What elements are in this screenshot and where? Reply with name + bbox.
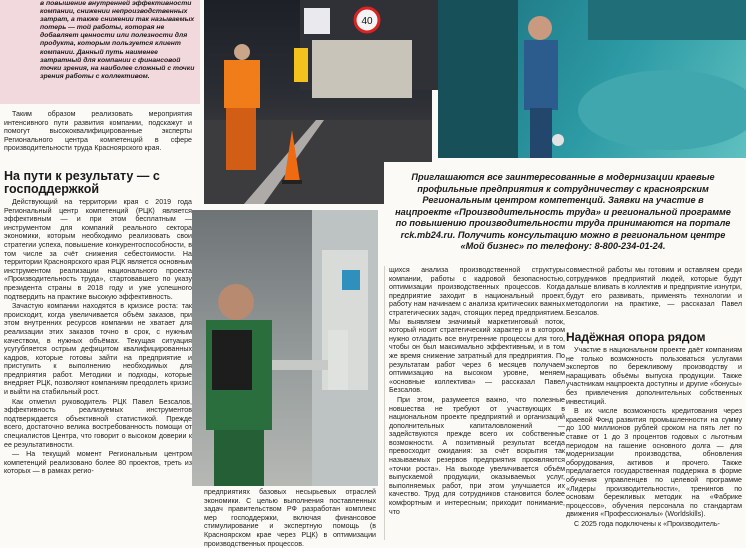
section-heading-support: Надёжная опора рядом: [566, 330, 706, 344]
paragraph: Как отметил руководитель РЦК Павел Безсалов, эффективность реализуемых инструментов подтверждается объективной статистикой. Прежде всего, достаточно велика востребованность помощи от специалистов Центра, что говорит о высоком доверии к ее результативности.: [4, 397, 192, 449]
intro-paragraph: Таким образом реализовать мероприятия интенсивного пути развития компании, подскажут и помогут высококвалифицированные эксперты Регионального центра компетенций в сфере производительности труда Красноярского края.: [4, 110, 192, 153]
paragraph: С 2025 года подключены к «Производитель-: [574, 519, 720, 528]
speed-sign-label: 40: [361, 16, 373, 27]
fish-farm-illustration: [438, 0, 746, 158]
column-four-body: [566, 346, 742, 540]
paragraph: — На текущий момент Региональным центром компетенций реализовано более 80 проектов, треть из которых — в рамках регио-: [4, 450, 192, 476]
paragraph: Зачастую компании находятся в кризисе роста: так происходит, когда увеличивается объём заказов, при этом внутренних ресурсов компании не хватает для реализации этих заказов точно в срок, с нужным качеством, в нужных объёмах. Текущая ситуация усугубляется острым дефицитом квалифицированных кадров, которые готовы зайти на предприятие и приступить к выполнению необходимых для предприятия работ. Методики и подходы, которые внедряет РЦК, позволяют компаниям преодолеть кризис и выйти на стабильный рост.: [4, 302, 192, 397]
invitation-text: Приглашаются все заинтересованные в модернизации краевые профильные предприятия к сотрудничеству с красноярским Региональным центром компетенций. Заявки на участие в нацпроекте «Производительность труда» и региональной программе по повышению производительности труда принимаются на портале rck.mb24.ru. Получить консультацию можно в региональном центре «Мой бизнес» по телефону: 8-800-234-01-24.: [395, 172, 731, 251]
factory-worker-illustration: [192, 210, 378, 486]
column-three: [384, 266, 565, 540]
column-four: [566, 266, 742, 319]
paragraph: В их числе возможность кредитования через краевой Фонд развития промышленности на сумму до 100 миллионов рублей сроком на пять лет по ставке от 1 до 3 процентов годовых с льготным периодом на гашение основного долга — для модернизации производства, обновления оборудования, активов и прочего. Также предлагается государственная поддержка в форме обучения управленцев по целевой программе «Лидеры производительности», тренингов по основам бережливых методик на «Фабрике процессов», обучения персонала по стандартам движения «Профессионалы» (Worldskills).: [566, 407, 742, 519]
paragraph: щихся анализа производственной структуры компании, работы с кадровой безопасностью, оптимизации производственных процессов. Когда предприятие заходит в национальный проект, работу нам начинаем с анализа критических важных стратегических задач, стоящих перед предприятием. Мы выявляем значимый маркетинговый поток, который носит стратегический характер и в котором нужно отладить все внутренние процессы для того, чтобы он был максимально эффективным, и в том же время снижение затратный для предприятия. По результатам работ через 6 месяцев получаем оптимизацию на высоком уровне, меняем «основные коллектива» — рассказал Павел Безсалов.: [389, 266, 565, 395]
left-column: [4, 110, 192, 154]
paragraph: При этом, разумеется важно, что полезные новшества не требуют от участвующих в национальном проекте предприятий и организаций дополнительных капиталовложений — задействуются прежде всего их собственные возможности. А позитивный результат всегда превосходит ожидания: за счёт вскрытия так называемых резервов предприятия проявляются «точки роста». На выходе увеличивается объём выпускаемой продукции, оказываемых услуг, выполняемых работ, при этом улучшается их качество. Труд для сотрудников становится более комфортным и интересным; приходит понимание, что: [389, 395, 565, 516]
quote-sidebar: [0, 0, 200, 104]
photo-factory-worker: [192, 210, 378, 486]
middle-column: [204, 488, 376, 548]
paragraph: совместной работы мы готовим и оставляем среди сотрудников предприятий людей, которые будут дальше вливать в коллектив и предприятие изнутри, будут его развивать, применять технологии и методологии на практике, — рассказал Павел Безсалов.: [566, 266, 742, 317]
paragraph: Действующий на территории края с 2019 года Региональный центр компетенций (РЦК) является эффективным — и при этом бесплатным — инструментом для компаний реального сектора экономики, которым необходимо реализовать свои стратегии успеха, повышение конкурентоспособности, в том числе за счёт снижения себестоимости. На территории Красноярского края РЦК является основным инструментом реализации национального проекта «Производительность труда», стартовавшего по указу президента страны в 2018 году и уже успешного подтвердить на практике высокую эффективность.: [4, 198, 192, 301]
paragraph: предприятиях базовых несырьевых отраслей экономики. С целью выполнения поставленных задач правительством РФ разработан комплекс мер господдержки, включая финансовое стимулирование и экспертную помощь (в Красноярском крае через РЦК) в оптимизации производственных процессов.: [204, 488, 376, 548]
left-column-body: [4, 198, 192, 540]
invitation-notice: [384, 162, 746, 260]
section-heading-path: На пути к результату — с господдержкой: [4, 169, 160, 196]
photo-fish-farm: [438, 0, 746, 158]
paragraph: Участие в национальном проекте даёт компаниям не только возможность пользоваться услугами экспертов по бережливому производству и наращивать объёмы выпуска продукции. Также участникам нацпроекта доступны и другие «бонусы» без привлечения дополнительных собственных инвестиций.: [566, 346, 742, 406]
sidebar-quote: в повышение внутренней эффективности компании, снижении непроизводственных затрат, а также снижении так называемых потерь — той работы, которая не добавляет ценности или полезности для продукта, которым пользуется клиент компании. Данный путь наименее затратный для компании с финансовой точки зрения, на наиболее сложный с точки зрения работы с коллективом.: [40, 0, 195, 80]
